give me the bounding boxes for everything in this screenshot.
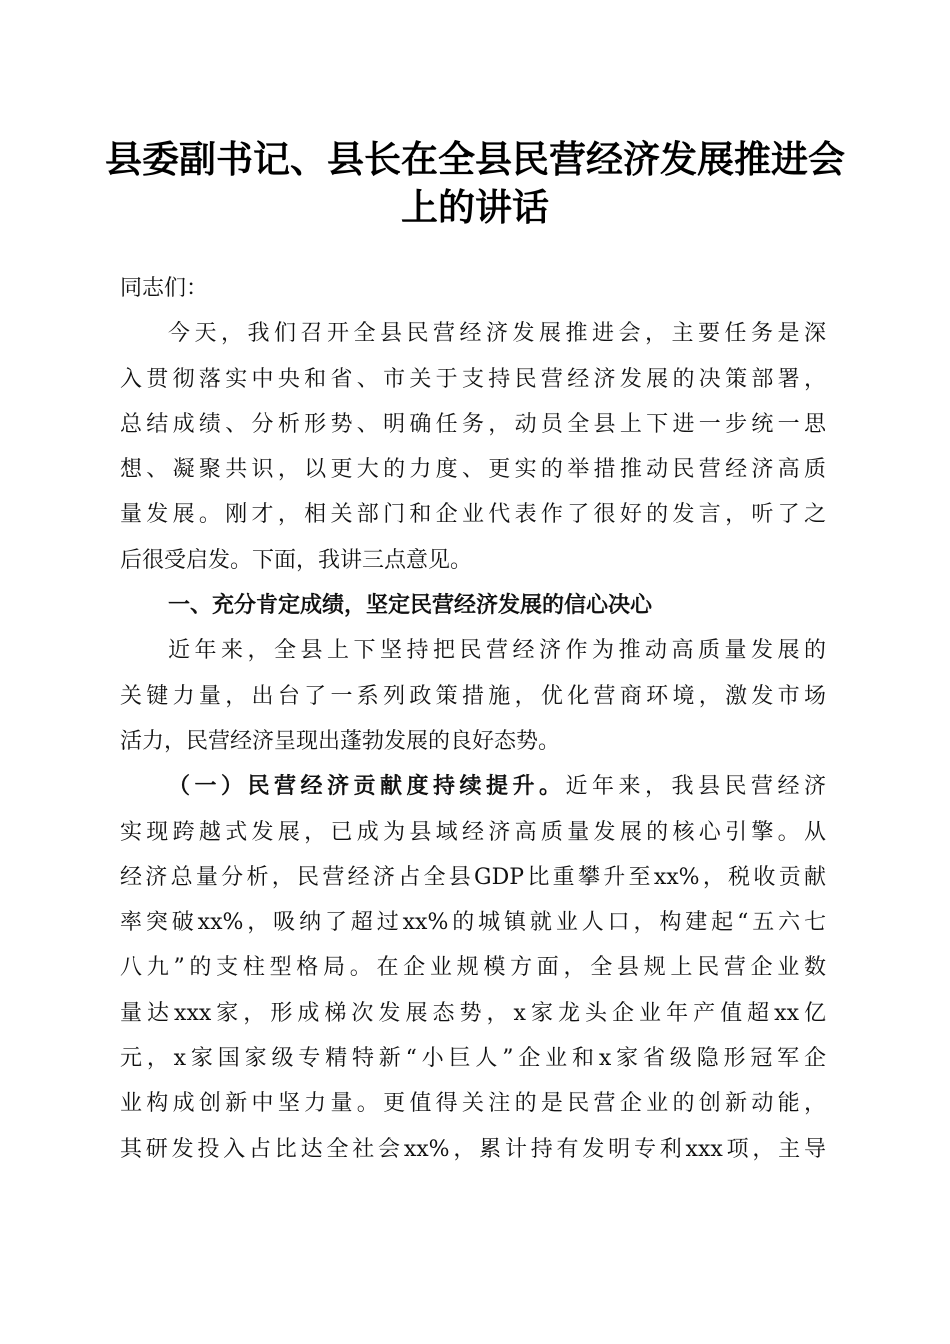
section-line: 关键力量，出台了一系列政策措施，优化营商环境，激发市场 [120, 683, 826, 709]
intro-line: 总结成绩、分析形势、明确任务，动员全县上下进一步统一思 [120, 411, 826, 437]
subsection-line: 其研发投入占比达全社会xx%，累计持有发明专利xxx项，主导 [120, 1136, 826, 1162]
salutation: 同志们： [120, 276, 209, 301]
document-body [120, 266, 826, 1172]
section-line: 近年来，全县上下坚持把民营经济作为推动高质量发展的 [168, 638, 826, 664]
subsection-line: 实现跨越式发展，已成为县域经济高质量发展的核心引擎。从 [120, 819, 826, 845]
document-title [100, 136, 850, 232]
section-line: 活力，民营经济呈现出蓬勃发展的良好态势。 [120, 728, 561, 754]
subsection-label: （一）民营经济贡献度持续提升。 [168, 773, 566, 800]
intro-line: 想、凝聚共识，以更大的力度、更实的举措推动民营经济高质 [120, 457, 826, 483]
intro-line: 后很受启发。下面，我讲三点意见。 [120, 547, 473, 573]
intro-line: 入贯彻落实中央和省、市关于支持民营经济发展的决策部署， [120, 366, 826, 392]
intro-line: 量发展。刚才，相关部门和企业代表作了很好的发言，听了之 [120, 502, 826, 528]
title-line-1: 县委副书记、县长在全县民营经济发展推进会 [105, 138, 845, 181]
subsection-line: 经济总量分析，民营经济占全县GDP比重攀升至xx%，税收贡献 [120, 864, 826, 890]
subsection-line: 元，x家国家级专精特新“小巨人”企业和x家省级隐形冠军企 [120, 1046, 826, 1072]
subsection-line: 业构成创新中坚力量。更值得关注的是民营企业的创新动能， [120, 1091, 826, 1117]
intro-line: 今天，我们召开全县民营经济发展推进会，主要任务是深 [168, 321, 826, 347]
subsection-first-text: 近年来，我县民营经济 [565, 774, 826, 800]
subsection-line: 率突破xx%，吸纳了超过xx%的城镇就业人口，构建起“五六七 [120, 910, 826, 936]
title-line-2: 上的讲话 [401, 186, 549, 229]
subsection-line: 量达xxx家，形成梯次发展态势，x家龙头企业年产值超xx亿 [120, 1000, 826, 1026]
section-heading: 一、充分肯定成绩，坚定民营经济发展的信心决心 [168, 593, 653, 619]
subsection-first-line [120, 764, 826, 809]
subsection-line: 八九”的支柱型格局。在企业规模方面，全县规上民营企业数 [120, 955, 826, 981]
